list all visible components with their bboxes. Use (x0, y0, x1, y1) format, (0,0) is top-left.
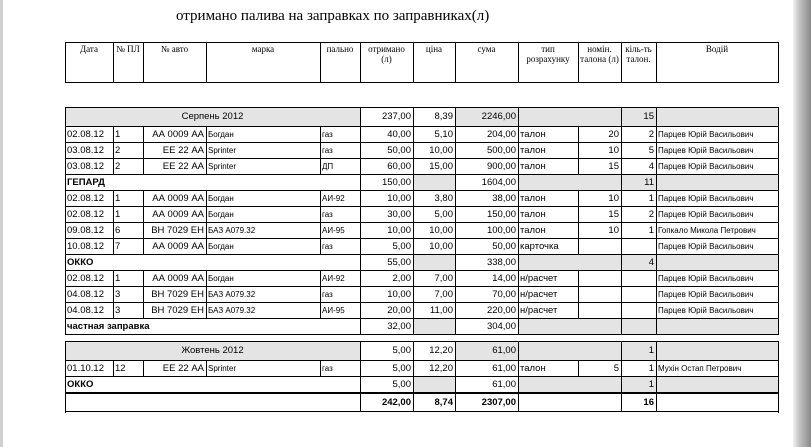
column-header: пально (326, 44, 354, 54)
grand-total-sum: 2307,00 (481, 397, 516, 408)
row-fuel: газ (322, 242, 333, 251)
subtotal-shade (414, 377, 455, 392)
station-subtotal-label: ОККО (67, 257, 94, 268)
column-header: номін. талона (л) (580, 44, 619, 64)
month-price: 12,20 (429, 345, 453, 356)
row-sum: 100,00 (486, 225, 516, 236)
row-driver: Парцев Юрій Васильович (658, 130, 754, 139)
row-date: 10.08.12 (67, 241, 104, 252)
row-vehicle-number: ВН 7029 ЕН (151, 225, 204, 236)
row-coupon-nominal (578, 239, 621, 255)
subtotal-shade (519, 319, 621, 334)
row-payment-type: талон (520, 193, 546, 204)
row-brand: Sprinter (208, 146, 237, 155)
row-coupon-nominal: 15 (608, 209, 619, 220)
column-header: ціна (425, 44, 443, 54)
station-count: 1 (648, 379, 654, 390)
row-payment-type: н/расчет (520, 289, 558, 300)
row-coupon-nominal (578, 287, 621, 303)
row-vehicle-number: АА 0009 АА (152, 273, 204, 284)
station-received: 55,00 (387, 257, 411, 268)
grid-line-v (656, 392, 657, 412)
row-coupon-nominal: 20 (608, 129, 619, 140)
row-date: 04.08.12 (67, 305, 104, 316)
row-coupon-count (621, 287, 656, 303)
row-fuel: газ (322, 146, 333, 155)
station-subtotal-label: ОККО (67, 379, 94, 390)
month-sum: 61,00 (492, 345, 516, 356)
row-price: 10,00 (429, 145, 453, 156)
station-received: 5,00 (392, 379, 411, 390)
row-pl-number: 2 (115, 145, 121, 156)
page-edge-left (0, 0, 3, 447)
grid-line-v (65, 107, 66, 335)
subtotal-shade (519, 342, 621, 360)
station-sum: 304,00 (486, 321, 516, 332)
row-price: 12,20 (429, 363, 453, 374)
station-count: 11 (644, 177, 654, 188)
row-received: 10,00 (387, 225, 411, 236)
grid-line-v (518, 107, 519, 127)
row-pl-number: 3 (115, 305, 121, 316)
row-brand: БАЗ А079.32 (208, 306, 256, 315)
row-driver: Парцев Юрій Васильович (658, 146, 754, 155)
grid-line-v (518, 174, 519, 191)
row-coupon-count (621, 271, 656, 287)
row-fuel: газ (322, 364, 333, 373)
month-label: Серпень 2012 (181, 111, 244, 122)
row-pl-number: 7 (115, 241, 121, 252)
grid-line-v (656, 174, 657, 191)
row-price: 11,00 (429, 305, 453, 316)
row-vehicle-number: ЕЕ 22 АА (162, 161, 204, 172)
row-sum: 150,00 (486, 209, 516, 220)
row-pl-number: 1 (115, 129, 121, 140)
row-driver: Парцев Юрій Васильович (658, 242, 754, 251)
row-date: 01.10.12 (67, 363, 104, 374)
row-vehicle-number: АА 0009 АА (152, 241, 204, 252)
row-pl-number: 1 (115, 273, 121, 284)
row-payment-type: талон (520, 209, 546, 220)
row-sum: 900,00 (486, 161, 516, 172)
row-vehicle-number: ВН 7029 ЕН (151, 289, 204, 300)
report-title: отримано палива на заправках по заправниках(л) (176, 8, 490, 24)
row-sum: 14,00 (492, 273, 516, 284)
row-coupon-nominal (578, 303, 621, 319)
row-coupon-nominal: 10 (608, 193, 619, 204)
month-received: 237,00 (381, 111, 411, 122)
column-header: Водій (705, 44, 729, 54)
row-brand: Богдан (208, 274, 234, 283)
grand-total-received: 242,00 (381, 397, 411, 408)
row-payment-type: талон (520, 363, 546, 374)
row-price: 3,80 (434, 193, 453, 204)
row-price: 5,10 (434, 129, 453, 140)
row-fuel: АИ-92 (322, 274, 345, 283)
row-fuel: газ (322, 130, 333, 139)
grid-line-v (518, 392, 519, 412)
row-received: 50,00 (387, 145, 411, 156)
grid-line-h (65, 411, 779, 412)
row-date: 03.08.12 (67, 161, 104, 172)
row-coupon-nominal: 15 (608, 161, 619, 172)
column-header: кіль-ть талон. (625, 44, 652, 64)
subtotal-shade (657, 377, 778, 392)
row-price: 15,00 (429, 161, 453, 172)
row-fuel: АИ-95 (322, 306, 345, 315)
grid-line-v (778, 107, 779, 335)
row-date: 02.08.12 (67, 273, 104, 284)
column-header: Дата (80, 44, 98, 54)
grid-line-v (778, 341, 779, 413)
subtotal-shade (414, 255, 455, 270)
grid-line-v (65, 341, 66, 413)
row-coupon-count: 5 (648, 145, 654, 156)
row-vehicle-number: АА 0009 АА (152, 129, 204, 140)
row-coupon-count: 4 (648, 161, 654, 172)
row-driver: Парцев Юрій Васильович (658, 274, 754, 283)
row-vehicle-number: ЕЕ 22 АА (162, 363, 204, 374)
grid-line-v (656, 341, 657, 361)
row-coupon-count: 2 (648, 129, 654, 140)
row-coupon-count: 2 (648, 209, 654, 220)
row-pl-number: 3 (115, 289, 121, 300)
row-price: 7,00 (434, 289, 453, 300)
row-pl-number: 2 (115, 161, 121, 172)
station-sum: 338,00 (486, 257, 516, 268)
row-date: 03.08.12 (67, 145, 104, 156)
station-subtotal-label: ГЕПАРД (67, 177, 105, 188)
row-coupon-nominal (578, 271, 621, 287)
row-payment-type: карточка (520, 241, 559, 252)
row-payment-type: талон (520, 129, 546, 140)
row-brand: Sprinter (208, 364, 237, 373)
column-header: марка (251, 44, 275, 54)
row-received: 30,00 (387, 209, 411, 220)
grid-line-v (518, 318, 519, 335)
row-driver: Парцев Юрій Васильович (658, 290, 754, 299)
row-price: 10,00 (429, 241, 453, 252)
row-fuel: ДП (322, 162, 334, 171)
page-shadow-right (793, 0, 811, 447)
row-sum: 204,00 (486, 129, 516, 140)
subtotal-shade (657, 255, 778, 270)
row-fuel: АИ-92 (322, 194, 345, 203)
grid-line-v (518, 341, 519, 361)
row-received: 10,00 (387, 289, 411, 300)
row-received: 2,00 (392, 273, 411, 284)
station-received: 32,00 (387, 321, 411, 332)
row-pl-number: 1 (115, 209, 121, 220)
row-brand: Богдан (208, 194, 234, 203)
row-sum: 70,00 (492, 289, 516, 300)
subtotal-shade (519, 255, 621, 270)
month-price: 8,39 (434, 111, 453, 122)
row-vehicle-number: ВН 7029 ЕН (151, 305, 204, 316)
station-count (621, 319, 656, 335)
row-coupon-count: 1 (648, 225, 654, 236)
subtotal-shade (519, 175, 621, 190)
row-received: 20,00 (387, 305, 411, 316)
month-count: 15 (643, 111, 654, 122)
grid-line-h (65, 82, 779, 83)
grid-line-v (656, 376, 657, 393)
row-brand: Богдан (208, 242, 234, 251)
row-sum: 50,00 (492, 241, 516, 252)
row-brand: БАЗ А079.32 (208, 290, 256, 299)
row-price: 7,00 (434, 273, 453, 284)
station-sum: 1604,00 (481, 177, 516, 188)
grid-line-v (656, 107, 657, 127)
row-sum: 61,00 (492, 363, 516, 374)
subtotal-shade (519, 377, 621, 392)
row-vehicle-number: АА 0009 АА (152, 193, 204, 204)
row-brand: Богдан (208, 210, 234, 219)
row-sum: 38,00 (492, 193, 516, 204)
row-driver: Парцев Юрій Васильович (658, 210, 754, 219)
station-sum: 61,00 (492, 379, 516, 390)
subtotal-shade (657, 342, 778, 360)
subtotal-shade (414, 319, 455, 334)
month-label: Жовтень 2012 (181, 345, 244, 356)
row-date: 04.08.12 (67, 289, 104, 300)
station-count: 4 (648, 257, 654, 268)
station-received: 150,00 (381, 177, 411, 188)
subtotal-shade (657, 319, 778, 334)
grid-line-v (413, 376, 414, 393)
row-received: 5,00 (392, 241, 411, 252)
subtotal-shade (657, 175, 778, 190)
grid-line-v (413, 254, 414, 271)
row-pl-number: 12 (115, 363, 126, 374)
column-header: № ПЛ (116, 44, 140, 54)
row-sum: 500,00 (486, 145, 516, 156)
row-fuel: газ (322, 290, 333, 299)
grid-line-v (778, 42, 779, 83)
grid-line-v (413, 318, 414, 335)
row-date: 02.08.12 (67, 129, 104, 140)
grid-line-h (65, 107, 779, 108)
row-received: 10,00 (387, 193, 411, 204)
grid-line-v (656, 254, 657, 271)
row-vehicle-number: ЕЕ 22 АА (162, 145, 204, 156)
grid-line-v (413, 174, 414, 191)
row-driver: Парцев Юрій Васильович (658, 306, 754, 315)
row-coupon-count: 1 (648, 193, 654, 204)
row-pl-number: 1 (115, 193, 121, 204)
row-coupon-nominal: 10 (608, 225, 619, 236)
row-coupon-count (621, 303, 656, 319)
row-fuel: АИ-95 (322, 226, 345, 235)
column-header: тип розрахунку (526, 44, 570, 64)
grid-line-v (518, 376, 519, 393)
row-date: 02.08.12 (67, 209, 104, 220)
grand-total-count: 16 (643, 397, 654, 408)
row-payment-type: н/расчет (520, 305, 558, 316)
row-payment-type: н/расчет (520, 273, 558, 284)
subtotal-shade (657, 108, 778, 126)
row-date: 09.08.12 (67, 225, 104, 236)
row-driver: Парцев Юрій Васильович (658, 194, 754, 203)
row-driver: Гопкало Микола Петрович (658, 226, 756, 235)
grid-line-h (65, 42, 779, 43)
grid-line-h (65, 392, 779, 394)
grid-line-v (656, 318, 657, 335)
row-driver: Мухін Остап Петрович (658, 364, 742, 373)
row-payment-type: талон (520, 225, 546, 236)
row-fuel: газ (322, 210, 333, 219)
row-received: 40,00 (387, 129, 411, 140)
row-payment-type: талон (520, 145, 546, 156)
grid-line-h (65, 341, 779, 342)
row-coupon-count: 1 (648, 363, 654, 374)
row-driver: Парцев Юрій Васильович (658, 162, 754, 171)
subtotal-shade (519, 108, 621, 126)
column-header: № авто (160, 44, 189, 54)
row-payment-type: талон (520, 161, 546, 172)
column-header: сума (477, 44, 496, 54)
row-sum: 220,00 (486, 305, 516, 316)
grid-line-v (518, 254, 519, 271)
row-vehicle-number: АА 0009 АА (152, 209, 204, 220)
row-brand: БАЗ А079.32 (208, 226, 256, 235)
row-coupon-nominal: 10 (608, 145, 619, 156)
month-sum: 2246,00 (481, 111, 516, 122)
month-count: 1 (648, 345, 654, 356)
column-header: отримано (л) (368, 44, 405, 64)
row-pl-number: 6 (115, 225, 121, 236)
grand-total-price: 8,74 (434, 397, 453, 408)
row-price: 10,00 (429, 225, 453, 236)
row-brand: Богдан (208, 130, 234, 139)
station-subtotal-label: частная заправка (67, 321, 150, 332)
row-coupon-count (621, 239, 656, 255)
row-date: 02.08.12 (67, 193, 104, 204)
row-received: 5,00 (392, 363, 411, 374)
subtotal-shade (414, 175, 455, 190)
row-received: 60,00 (387, 161, 411, 172)
row-price: 5,00 (434, 209, 453, 220)
row-brand: Sprinter (208, 162, 237, 171)
month-received: 5,00 (392, 345, 411, 356)
row-coupon-nominal: 5 (613, 363, 619, 374)
